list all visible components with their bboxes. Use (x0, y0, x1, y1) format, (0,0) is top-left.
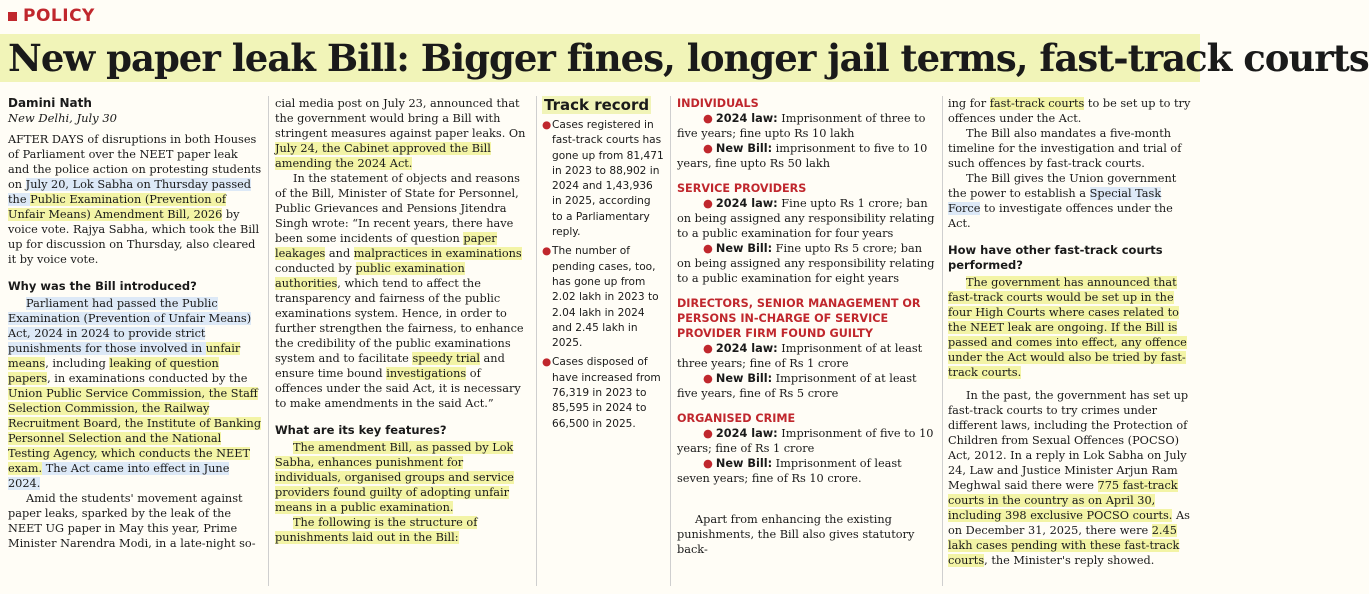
bullet-item: ● New Bill: Imprisonment of least seven years; fine of Rs 10 crore. (677, 457, 902, 485)
track-record-title: Track record (544, 96, 650, 114)
question-heading: How have other fast-track courts performed? (948, 243, 1163, 272)
subhead-individuals: INDIVIDUALS (677, 97, 759, 110)
column-rule (536, 96, 537, 586)
bullet-icon: ● (542, 245, 552, 258)
bullet-item: ● 2024 law: Imprisonment of at least three years; fine of Rs 1 crore (677, 342, 923, 370)
bullet-icon: ● (703, 427, 713, 440)
paragraph: ing for fast-track courts to be set up to try offences under the Act. (948, 97, 1191, 125)
column-5 (948, 96, 1192, 568)
bullet-item: ● New Bill: imprisonment to five to 10 years, fine upto Rs 50 lakh (677, 142, 928, 170)
paragraph: The government has announced that fast-track courts would be set up in the four High Courts where cases related to the NEET leak are ongoing. If the Bill is passed and comes into effect, any offence under the Act would also be tried by fast-track courts. (948, 276, 1187, 379)
byline-name: Damini Nath (8, 96, 92, 110)
subhead-directors: DIRECTORS, SENIOR MANAGEMENT OR PERSONS IN-CHARGE OF SERVICE PROVIDER FIRM FOUND GUILTY (677, 297, 921, 340)
bullet-item: ● New Bill: Imprisonment of at least five years, fine of Rs 5 crore (677, 372, 917, 400)
paragraph: Amid the students' movement against paper leaks, sparked by the leak of the NEET UG paper in May this year, Prime Minister Narendra Modi, in a late-night so- (8, 492, 256, 550)
section-tag (8, 4, 95, 28)
column-1 (8, 96, 262, 551)
paragraph: In the past, the government has set up fast-track courts to try crimes under different laws, including the Protection of Children from Sexual Offences (POCSO) Act, 2012. In a reply in Lok Sabha on July 24, Law and Justice Minister Arjun Ram Meghwal said there were 775 fast-track courts in the country as on April 30, including 398 exclusive POCSO courts. As on December 31, 2025, there were 2.45 lakh cases pending with these fast-track courts, the Minister's reply showed. (948, 389, 1190, 567)
bullet-item: ● 2024 law: Imprisonment of three to five years; fine upto Rs 10 lakh (677, 112, 926, 140)
column-rule (942, 96, 943, 586)
track-record-item: ● The number of pending cases, too, has gone up from 2.02 lakh in 2023 to 2.04 lakh in 2024 and 2.45 lakh in 2025. (542, 245, 659, 350)
track-record-item: ● Cases disposed of have increased from 76,319 in 2023 to 85,595 in 2024 to 66,500 in 2025. (542, 356, 661, 430)
paragraph: The Bill also mandates a five-month timeline for the investigation and trial of such offences by fast-track courts. (948, 127, 1182, 170)
bullet-item: ● New Bill: Fine upto Rs 5 crore; ban on being assigned any responsibility relating to a public examination for eight years (677, 242, 935, 285)
paragraph: cial media post on July 23, announced that the government would bring a Bill with stringent measures against paper leaks. On July 24, the Cabinet approved the Bill amending the 2024 Act. (275, 97, 526, 170)
bullet-icon: ● (703, 242, 713, 255)
question-heading: Why was the Bill introduced? (8, 279, 197, 293)
section-label: POLICY (23, 6, 95, 26)
section-marker-icon (8, 12, 17, 21)
column-rule (268, 96, 269, 586)
subhead-organised-crime: ORGANISED CRIME (677, 412, 796, 425)
paragraph: The Bill gives the Union government the power to establish a Special Task Force to investigate offences under the Act. (948, 172, 1177, 230)
bullet-icon: ● (703, 142, 713, 155)
bullet-item: ● 2024 law: Fine upto Rs 1 crore; ban on being assigned any responsibility relating to a public examination for four years (677, 197, 935, 240)
paragraph: The amendment Bill, as passed by Lok Sabha, enhances punishment for individuals, organised groups and service providers found guilty of adopting unfair means in a public examination. (275, 441, 514, 514)
paragraph: AFTER DAYS of disruptions in both Houses of Parliament over the NEET paper leak and the police action on protesting students on July 20, Lok Sabha on Thursday passed the Public Examination (Prevention of Unfair Means) Amendment Bill, 2026 by voice vote. Rajya Sabha, which took the Bill up for discussion on Thursday, also cleared it by voice vote. (8, 133, 262, 266)
question-heading: What are its key features? (275, 423, 447, 437)
bullet-item: ● 2024 law: Imprisonment of five to 10 years; fine of Rs 1 crore (677, 427, 934, 455)
lead-in: AFTER DAYS (8, 133, 84, 146)
headline: New paper leak Bill: Bigger fines, longer jail terms, fast-track courts (0, 34, 1200, 82)
paragraph: In the statement of objects and reasons of the Bill, Minister of State for Personnel, Public Grievances and Pensions Jitendra Singh wrote: “In recent years, there have been some incidents of question paper leakages and malpractices in examinations conducted by public examination authorities, which tend to affect the transparency and fairness of the public examinations system. Hence, in order to further strengthen the fairness, to enhance the credibility of the public examinations system and to facilitate speedy trial and ensure time bound investigations of offences under the said Act, it is necessary to make amendments in the said Act.” (275, 172, 524, 410)
paragraph: Parliament had passed the Public Examination (Prevention of Unfair Means) Act, 2024 in 2024 to provide strict punishments for those involved in unfair means, including leaking of question papers, in examinations conducted by the Union Public Service Commission, the Staff Selection Commission, the Railway Recruitment Board, the Institute of Banking Personnel Selection and the National Testing Agency, which conducts the NEET exam. The Act came into effect in June 2024. (8, 297, 262, 490)
bullet-icon: ● (703, 457, 713, 470)
subhead-service-providers: SERVICE PROVIDERS (677, 182, 807, 195)
track-record-item: ● Cases registered in fast-track courts has gone up from 81,471 in 2023 to 88,902 in 2024 and 1,43,936 in 2025, according to a Parliamentary reply. (542, 119, 664, 239)
bullet-icon: ● (542, 356, 552, 369)
bullet-icon: ● (703, 197, 713, 210)
bullet-icon: ● (703, 342, 713, 355)
bullet-icon: ● (542, 119, 552, 131)
paragraph: The following is the structure of punishments laid out in the Bill: (275, 516, 478, 544)
paragraph: Apart from enhancing the existing punishments, the Bill also gives statutory back- (677, 513, 915, 556)
bullet-icon: ● (703, 372, 713, 385)
bullet-icon: ● (703, 112, 713, 125)
column-rule (670, 96, 671, 586)
track-record-box (542, 96, 664, 436)
column-2 (275, 96, 530, 545)
byline-dateline: New Delhi, July 30 (8, 111, 117, 125)
column-4 (677, 96, 937, 557)
